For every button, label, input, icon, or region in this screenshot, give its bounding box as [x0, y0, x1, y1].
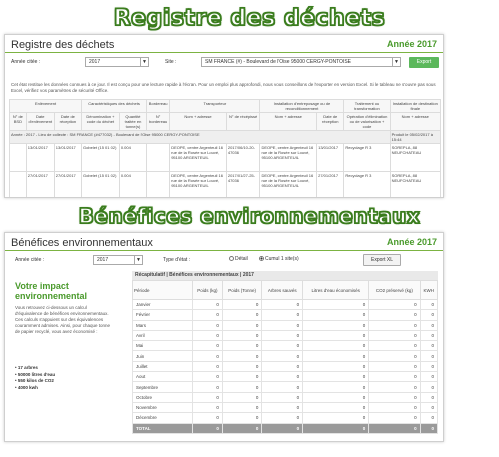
site-row-text: Année : 2017 - Lieu de collecte : SM FRANCE (#477032) - Boulevard de l'Oise 95000 CERGY-PONTOISE: [10, 131, 391, 144]
value-cell: 0: [420, 341, 437, 351]
column-header: Date de réception: [54, 113, 81, 131]
value-cell: 0: [369, 382, 420, 392]
chevron-down-icon: ▼: [392, 58, 400, 66]
chevron-down-icon: ▼: [140, 58, 148, 66]
value-cell: 0: [303, 402, 369, 412]
period-cell: Février: [133, 310, 193, 320]
value-cell: 0: [303, 310, 369, 320]
period-cell: Décembre: [133, 413, 193, 423]
period-cell: Aout: [133, 372, 193, 382]
cell: Recyclage R 3: [344, 172, 390, 199]
column-header: Quantité traitée en tonne(s): [119, 113, 146, 131]
table-row: [10, 172, 441, 199]
cell: 2017/01/27-25-47036: [226, 172, 260, 199]
period-cell: Mars: [133, 320, 193, 330]
value-cell: 0: [420, 382, 437, 392]
cell: DEOPE, centre Argenteuil 16 rue de la Rosée sur Louvé, 95100 ARGENTEUIL: [260, 144, 317, 172]
column-header: CO2 préservé (kg): [369, 281, 420, 300]
total-row: [133, 423, 438, 433]
cell: Recyclage R 3: [344, 144, 390, 172]
registre-table: [9, 99, 441, 198]
value-cell: 0: [420, 413, 437, 423]
year-badge: Année 2017: [386, 39, 437, 49]
cell: 0.004: [119, 144, 146, 172]
value-cell: 0: [303, 392, 369, 402]
value-cell: 0: [193, 402, 223, 412]
column-header: Opération d'élimination ou de valorisation + code: [344, 113, 390, 131]
annee-label: Année citée :: [15, 257, 45, 263]
benefices-banner: Bénéfices environnementaux: [78, 204, 421, 228]
title-divider: [5, 52, 443, 53]
total-value: 0: [222, 423, 262, 433]
value-cell: 0: [262, 320, 303, 330]
value-cell: 0: [222, 413, 262, 423]
value-cell: 0: [303, 330, 369, 340]
annee-select[interactable]: [85, 57, 149, 67]
value-cell: 0: [222, 300, 262, 310]
group-header: Bordereau: [147, 100, 170, 113]
cell: 13/01/2017: [54, 144, 81, 172]
list-item: • 550 kilos de CO2: [15, 378, 115, 385]
impact-list: [15, 365, 115, 391]
value-cell: 0: [222, 341, 262, 351]
value-cell: 0: [303, 382, 369, 392]
cell: [147, 144, 170, 172]
value-cell: 0: [369, 372, 420, 382]
value-cell: 0: [262, 300, 303, 310]
group-header: Installation de destination finale: [390, 100, 440, 113]
registre-banner: Registre des déchets: [113, 6, 386, 31]
value-cell: 0: [262, 361, 303, 371]
total-value: 0: [369, 423, 420, 433]
value-cell: 0: [262, 351, 303, 361]
table-row: [133, 382, 438, 392]
table-row: [10, 144, 441, 172]
cell: [147, 172, 170, 199]
table-row: [133, 392, 438, 402]
group-header: Caractéristiques des déchets: [82, 100, 147, 113]
value-cell: 0: [222, 320, 262, 330]
period-cell: Juin: [133, 351, 193, 361]
value-cell: 0: [420, 330, 437, 340]
value-cell: 0: [303, 372, 369, 382]
total-value: 0: [303, 423, 369, 433]
column-header: Période: [133, 281, 193, 300]
impact-text: Vous retrouvez ci-dessous un calcul d'équivalence de bénéfices environnementaux. Ces calculs s'appuient sur des équivalences couramment admises. Ainsi, pour chaque tonne de papier recyclé, vous avez économisé :: [15, 305, 111, 334]
site-select[interactable]: [201, 57, 401, 67]
period-cell: Mai: [133, 341, 193, 351]
impact-title: Votre impact environnemental: [15, 281, 88, 301]
cell: [10, 172, 27, 199]
column-header: Poids (Tonne): [222, 281, 262, 300]
value-cell: 0: [369, 300, 420, 310]
info-text: Cet état restitue les données connues à ce jour. Il est conçu pour une lecture rapide à l'écran. Pour un emploi plus approfondi, nous vous conseillons de l'exporter en version Excel. Si le tableau ne s'ouvre pas sous Excel, vérifiez vos paramètres de sécurité Office.: [11, 82, 436, 93]
list-item: • 4000 kwh: [15, 385, 115, 392]
value-cell: 0: [262, 402, 303, 412]
cell: 13/01/2017: [26, 144, 54, 172]
cell: 27/01/2017: [26, 172, 54, 199]
cell: DEOPE, centre Argenteuil 16 rue de la Rosée sur Louvé, 95100 ARGENTEUIL: [260, 172, 317, 199]
table-row: [133, 341, 438, 351]
value-cell: 0: [369, 392, 420, 402]
cell: DEOPE, centre Argenteuil 16 rue de la Rosée sur Louvé, 95100 ARGENTEUIL: [170, 172, 227, 199]
value-cell: 0: [303, 351, 369, 361]
cell: 27/01/2017: [317, 172, 344, 199]
value-cell: 0: [193, 341, 223, 351]
value-cell: 0: [193, 372, 223, 382]
benefices-table-body: [133, 300, 438, 434]
group-header: Installation d'entreposage ou de reconditionnement: [260, 100, 344, 113]
value-cell: 0: [420, 310, 437, 320]
site-label: Site :: [165, 59, 177, 65]
table-row: [133, 372, 438, 382]
export-button[interactable]: Export: [409, 57, 439, 68]
cumul-suffix: 1 site(s): [280, 256, 299, 262]
value-cell: 0: [193, 310, 223, 320]
column-header: KWH: [420, 281, 437, 300]
value-cell: 0: [262, 372, 303, 382]
column-header: Date d'enlèvement: [26, 113, 54, 131]
period-cell: Avril: [133, 330, 193, 340]
value-cell: 0: [369, 402, 420, 412]
cell: Gobelet (15 01 02): [82, 144, 120, 172]
column-header: Litres d'eau économisés: [303, 281, 369, 300]
value-cell: 0: [420, 402, 437, 412]
annee-label: Année citée :: [11, 59, 41, 65]
page-title: Bénéfices environnementaux: [11, 237, 153, 249]
column-header: Nom + adresse: [390, 113, 440, 131]
value-cell: 0: [262, 310, 303, 320]
title-divider: [5, 250, 443, 251]
radio-detail[interactable]: [229, 256, 248, 262]
value-cell: 0: [193, 413, 223, 423]
export-xl-button[interactable]: Export XL: [363, 254, 401, 266]
value-cell: 0: [262, 382, 303, 392]
cell: SOREPLA, 88 NEUFCHATEAU: [390, 144, 440, 172]
value-cell: 0: [193, 320, 223, 330]
period-cell: Juillet: [133, 361, 193, 371]
registre-panel: [4, 34, 444, 198]
page-title: Registre des déchets: [11, 39, 115, 51]
annee-select-value: 2017: [97, 257, 109, 263]
cell: 13/01/2017: [317, 144, 344, 172]
table-row: [133, 300, 438, 310]
radio-selected-icon: [259, 256, 264, 261]
value-cell: 0: [303, 341, 369, 351]
radio-cumul[interactable]: [259, 256, 299, 262]
value-cell: 0: [420, 392, 437, 402]
column-header: N° de BSD: [10, 113, 27, 131]
group-header: Traitement ou transformation: [344, 100, 390, 113]
cell: 2017/06/10-20-47036: [226, 144, 260, 172]
value-cell: 0: [369, 413, 420, 423]
column-header: Dénomination + code du déchet: [82, 113, 120, 131]
value-cell: 0: [222, 351, 262, 361]
column-header: Poids (kg): [193, 281, 223, 300]
cell: 27/01/2017: [54, 172, 81, 199]
annee-select[interactable]: [93, 255, 143, 265]
year-badge: Année 2017: [386, 237, 437, 247]
value-cell: 0: [369, 361, 420, 371]
value-cell: 0: [420, 351, 437, 361]
table-row: [133, 330, 438, 340]
cell: [10, 144, 27, 172]
radio-detail-label: Détail: [235, 256, 248, 262]
value-cell: 0: [193, 361, 223, 371]
value-cell: 0: [420, 320, 437, 330]
table-caption: Récapitulatif | Bénéfices environnementaux | 2017: [132, 271, 438, 280]
value-cell: 0: [193, 330, 223, 340]
value-cell: 0: [303, 320, 369, 330]
cell: SOREPLA, 88 NEUFCHATEAU: [390, 172, 440, 199]
radio-icon: [229, 256, 234, 261]
table-row: [133, 361, 438, 371]
value-cell: 0: [369, 351, 420, 361]
period-cell: Septembre: [133, 382, 193, 392]
total-label: TOTAL: [133, 423, 193, 433]
value-cell: 0: [222, 310, 262, 320]
value-cell: 0: [222, 361, 262, 371]
value-cell: 0: [420, 300, 437, 310]
value-cell: 0: [369, 341, 420, 351]
type-label: Type d'état :: [163, 257, 191, 263]
table-row: [133, 413, 438, 423]
value-cell: 0: [222, 372, 262, 382]
produit-note: Produit le 05/02/2017 à 15:44: [390, 131, 440, 144]
list-item: • 50000 litres d'eau: [15, 372, 115, 379]
value-cell: 0: [222, 402, 262, 412]
column-header: Date de réception: [317, 113, 344, 131]
group-header: Enlèvement: [10, 100, 82, 113]
value-cell: 0: [193, 392, 223, 402]
benefices-panel: [4, 232, 444, 442]
value-cell: 0: [369, 320, 420, 330]
cell: Gobelet (15 01 02): [82, 172, 120, 199]
table-row: [133, 320, 438, 330]
value-cell: 0: [420, 361, 437, 371]
value-cell: 0: [193, 351, 223, 361]
value-cell: 0: [303, 361, 369, 371]
value-cell: 0: [369, 310, 420, 320]
value-cell: 0: [222, 330, 262, 340]
value-cell: 0: [262, 413, 303, 423]
value-cell: 0: [262, 341, 303, 351]
value-cell: 0: [193, 300, 223, 310]
value-cell: 0: [262, 330, 303, 340]
value-cell: 0: [222, 392, 262, 402]
benefices-table: [132, 280, 438, 434]
value-cell: 0: [193, 382, 223, 392]
annee-select-value: 2017: [89, 59, 101, 65]
column-header: Nom + adresse: [170, 113, 227, 131]
column-header: N° de récépissé: [226, 113, 260, 131]
value-cell: 0: [420, 372, 437, 382]
list-item: • 17 arbres: [15, 365, 115, 372]
value-cell: 0: [222, 382, 262, 392]
group-header: Transporteur: [170, 100, 260, 113]
column-header: Arbres sauvés: [262, 281, 303, 300]
value-cell: 0: [369, 330, 420, 340]
radio-cumul-label: Cumul: [265, 256, 280, 262]
site-row: [10, 131, 441, 144]
total-value: 0: [262, 423, 303, 433]
value-cell: 0: [262, 392, 303, 402]
value-cell: 0: [303, 300, 369, 310]
value-cell: 0: [303, 413, 369, 423]
table-row: [133, 402, 438, 412]
site-select-value: SM FRANCE (#) - Boulevard de l'Oise 95000 CERGY-PONTOISE: [205, 59, 352, 65]
cell: DEOPE, centre Argenteuil 16 rue de la Rosée sur Louvé, 95100 ARGENTEUIL: [170, 144, 227, 172]
period-cell: Janvier: [133, 300, 193, 310]
cell: 0.004: [119, 172, 146, 199]
chevron-down-icon: ▼: [134, 256, 142, 264]
column-header: Nom + adresse: [260, 113, 317, 131]
total-value: 0: [420, 423, 437, 433]
table-row: [133, 310, 438, 320]
period-cell: Octobre: [133, 392, 193, 402]
total-value: 0: [193, 423, 223, 433]
period-cell: Novembre: [133, 402, 193, 412]
table-row: [133, 351, 438, 361]
column-header: N° bordereau: [147, 113, 170, 131]
